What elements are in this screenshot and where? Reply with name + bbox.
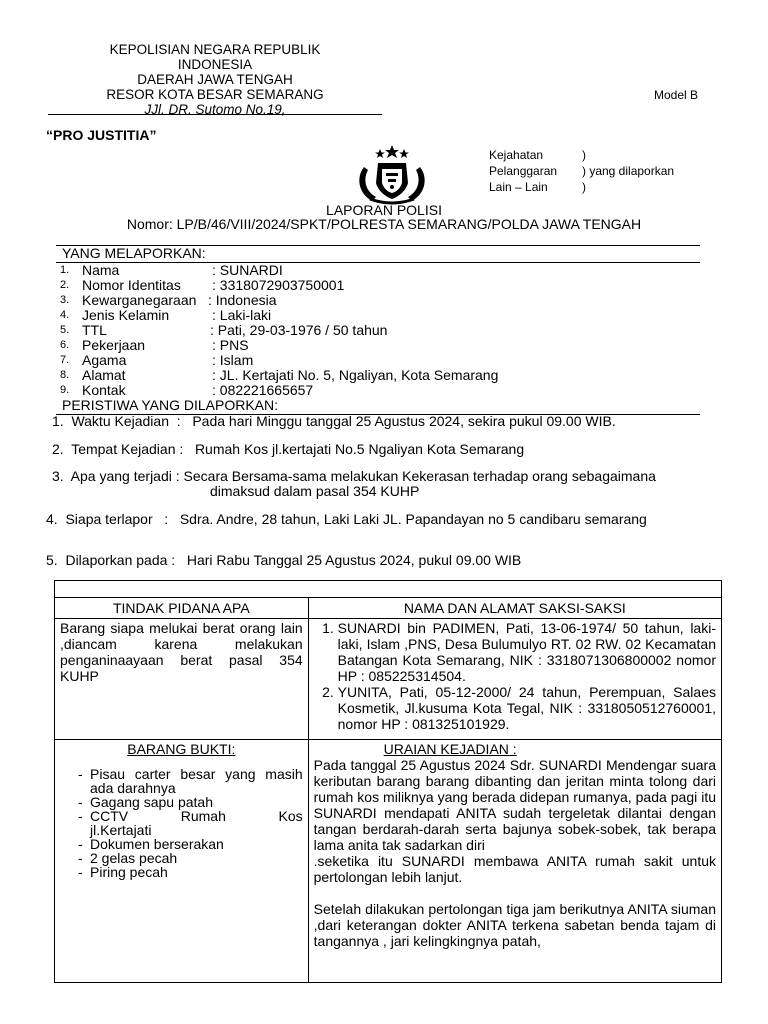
barang-item: - Piring pecah xyxy=(78,864,168,880)
pelanggaran-label: Pelanggaran xyxy=(489,164,558,178)
header-address: JJl. DR. Sutomo No.19, xyxy=(144,102,286,117)
barang-item: - 2 gelas pecah xyxy=(78,850,178,866)
table-top-frame xyxy=(54,580,722,597)
peristiwa-apa-cont: dimaksud dalam pasal 354 KUHP xyxy=(210,483,420,499)
pelapor-field: 1. Nama : SUNARDI xyxy=(60,262,283,278)
saksi-header: NAMA DAN ALAMAT SAKSI-SAKSI xyxy=(308,598,721,619)
barang-bukti-header: BARANG BUKTI: xyxy=(127,741,236,757)
uraian-header: URAIAN KEJADIAN : xyxy=(383,741,517,757)
saksi-item: 1. SUNARDI bin PADIMEN, Pati, 13-06-1974/ 50 tahun, laki-laki, Islam ,PNS, Desa Bulumulyo RT. 02 RW. 02 Kecamatan Batangan Kota Semarang, NIK : 3318071306800002 nomor HP : 085225314504. xyxy=(338,620,716,684)
pelapor-field: 8. Alamat : JL. Kertajati No. 5, Ngaliyan, Kota Semarang xyxy=(60,367,499,383)
tindak-pidana-text: Barang siapa melukai berat orang lain ,diancam karena melakukan penganinaayaan berat pasal 354 KUHP xyxy=(55,619,309,740)
peristiwa-apa: 3. Apa yang terjadi : Secara Bersama-sama melakukan Kekerasan terhadap orang sebagaimana xyxy=(52,468,656,484)
barang-item: - Dokumen berserakan xyxy=(78,836,224,852)
header-underline xyxy=(48,114,382,115)
paren: ) xyxy=(582,180,586,194)
saksi-item: 2. YUNITA, Pati, 05-12-2000/ 24 tahun, Perempuan, Salaes Kosmetik, Jl.kusuma Kota Tegal, NIK : 3318050512760001, nomor HP : 081325101929. xyxy=(338,684,716,732)
header-line: INDONESIA xyxy=(177,57,253,72)
police-emblem-icon xyxy=(350,143,434,205)
barang-item: - Gagang sapu patah xyxy=(78,794,213,810)
agency-header xyxy=(50,42,380,117)
paren-dilaporkan: ) yang dilaporkan xyxy=(582,164,675,178)
pelapor-heading: YANG MELAPORKAN: xyxy=(62,245,206,261)
pro-justitia: “PRO JUSTITIA” xyxy=(46,127,157,143)
document-number: Nomor: LP/B/46/VIII/2024/SPKT/POLRESTA SEMARANG/POLDA JAWA TENGAH xyxy=(126,216,642,232)
barang-item: - CCTV Rumah Kos jl.Kertajati xyxy=(78,808,303,838)
report-table xyxy=(54,597,722,983)
tindak-pidana-header: TINDAK PIDANA APA xyxy=(55,598,309,619)
pelapor-field: 5. TTL : Pati, 29-03-1976 / 50 tahun xyxy=(60,322,388,338)
uraian-paragraph: Setelah dilakukan pertolongan tiga jam berikutnya ANITA siuman ,dari keterangan dokter ANITA terkena sabetan benda tajam di tangannya , jari kelingkingnya patah, xyxy=(313,901,716,949)
classification-block xyxy=(489,147,675,195)
pelapor-field: 7. Agama : Islam xyxy=(60,352,254,368)
pelapor-field: 4. Jenis Kelamin : Laki-laki xyxy=(60,307,272,323)
barang-item: - Pisau carter besar yang masih ada darahnya xyxy=(78,766,303,796)
peristiwa-dilaporkan: 5. Dilaporkan pada : Hari Rabu Tanggal 25 Agustus 2024, pukul 09.00 WIB xyxy=(46,552,522,568)
header-line: KEPOLISIAN NEGARA REPUBLIK xyxy=(109,42,321,57)
paren: ) xyxy=(582,148,586,162)
peristiwa-waktu: 1. Waktu Kejadian : Pada hari Minggu tanggal 25 Agustus 2024, sekira pukul 09.00 WIB. xyxy=(52,413,616,429)
pelapor-field: 6. Pekerjaan : PNS xyxy=(60,337,249,353)
document-title: LAPORAN POLISI xyxy=(326,202,442,218)
model-label: Model B xyxy=(654,88,699,102)
header-line: DAERAH JAWA TENGAH xyxy=(137,72,293,87)
pelapor-field: 2. Nomor Identitas : 3318072903750001 xyxy=(60,277,345,293)
uraian-paragraph: Pada tanggal 25 Agustus 2024 Sdr. SUNARDI Mendengar suara keributan barang barang dibanting dan jeritan minta tolong dari rumah kos miliknya yang berada didepan rumanya, pada pagi itu SUNARDI mendapati ANITA sudah tergeletak dilantai dengan tangan berdarah-darah serta bajunya sobek-sobek, tak berapa lama anita tak sadarkan diri xyxy=(313,757,716,853)
pelapor-field: 9. Kontak : 082221665657 xyxy=(60,382,314,398)
uraian-paragraph: .seketika itu SUNARDI membawa ANITA rumah sakit untuk pertolongan lebih lanjut. xyxy=(313,853,716,885)
uraian-cell xyxy=(308,740,721,983)
barang-bukti-cell xyxy=(55,740,309,983)
saksi-cell xyxy=(308,619,721,740)
peristiwa-tempat: 2. Tempat Kejadian : Rumah Kos jl.kertajati No.5 Ngaliyan Kota Semarang xyxy=(52,441,525,457)
kejahatan-label: Kejahatan xyxy=(489,148,544,162)
peristiwa-heading: PERISTIWA YANG DILAPORKAN: xyxy=(62,397,279,413)
lain-label: Lain – Lain xyxy=(489,180,548,194)
pelapor-field: 3. Kewarganegaraan : Indonesia xyxy=(60,292,277,308)
header-line: RESOR KOTA BESAR SEMARANG xyxy=(106,87,324,102)
peristiwa-terlapor: 4. Siapa terlapor : Sdra. Andre, 28 tahun, Laki Laki JL. Papandayan no 5 candibaru semarang xyxy=(46,511,647,527)
